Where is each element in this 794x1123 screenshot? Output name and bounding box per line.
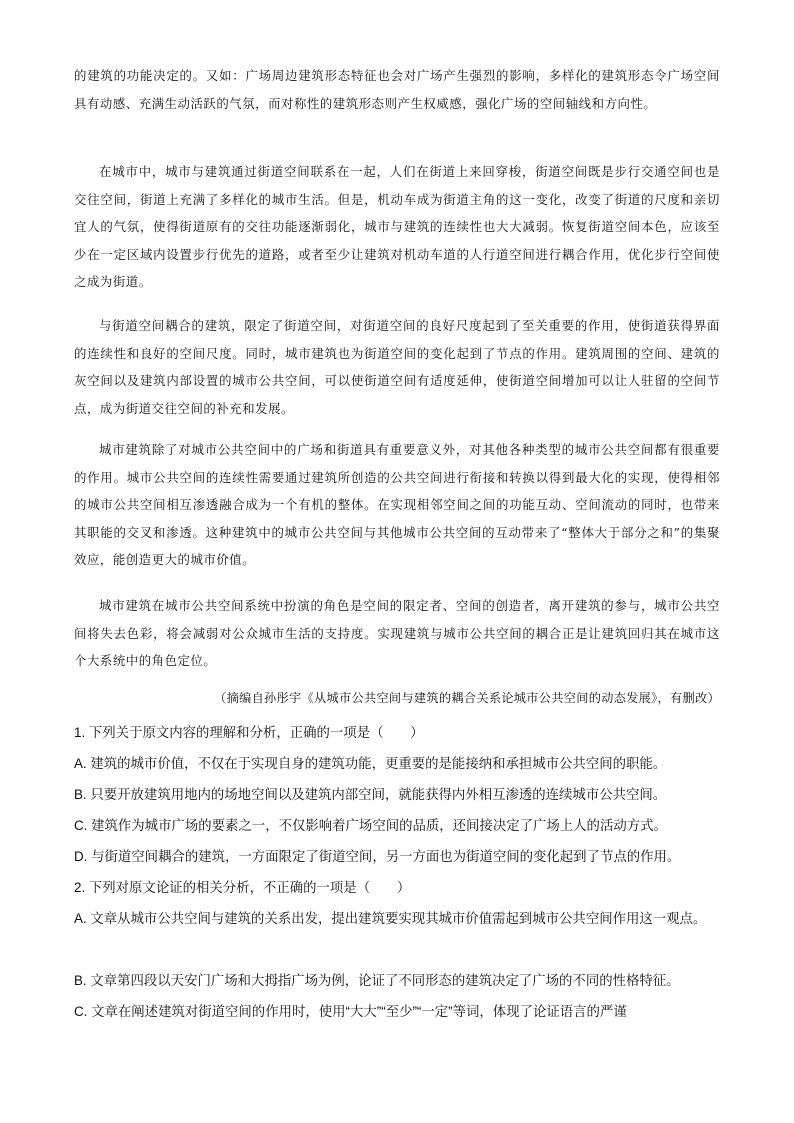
passage-paragraph-1: 的建筑的功能决定的。又如：广场周边建筑形态特征也会对广场产生强烈的影响，多样化的建筑形态令广场空间具有动感、充满生动活跃的气氛，而对称性的建筑形态则产生权威感，强化广场的空间轴线和方向性。 [74, 68, 720, 111]
question-1-stem: 1. 下列关于原文内容的理解和分析，正确的一项是（ ） [74, 725, 424, 740]
question-2-option-c: C. 文章在阐述建筑对街道空间的作用时，使用“大大”“至少”“一定”等词，体现了论证语言的严谨 [74, 1004, 627, 1019]
question-2-option-a: A. 文章从城市公共空间与建筑的关系出发，提出建筑要实现其城市价值需起到城市公共空间作用这一观点。 [74, 911, 707, 926]
passage-paragraph-4: 城市建筑除了对城市公共空间中的广场和街道具有重要意义外，对其他各种类型的城市公共空间都有很重要的作用。城市公共空间的连续性需要通过建筑所创造的公共空间进行衔接和转换以得到最大化的实现，使得相邻的城市公共空间相互渗透融合成为一个有机的整体。在实现相邻空间之间的功能互动、空间流动的同时，也带来其职能的交叉和渗透。这种建筑中的城市公共空间与其他城市公共空间的互动带来了“整体大于部分之和”的集聚效应，能创造更大的城市价值。 [74, 442, 720, 568]
question-1-option-b: B. 只要开放建筑用地内的场地空间以及建筑内部空间，就能获得内外相互渗透的连续城市公共空间。 [74, 787, 667, 802]
passage-paragraph-5: 城市建筑在城市公共空间系统中扮演的角色是空间的限定者、空间的创造者，离开建筑的参与，城市公共空间将失去色彩，将会减弱对公众城市生活的支持度。实现建筑与城市公共空间的耦合正是让建筑回归其在城市这个大系统中的角色定位。 [74, 598, 720, 669]
question-1-option-a: A. 建筑的城市价值，不仅在于实现自身的建筑功能，更重要的是能接纳和承担城市公共空间的职能。 [74, 756, 667, 771]
passage-paragraph-2: 在城市中，城市与建筑通过街道空间联系在一起，人们在街道上来回穿梭，街道空间既是步行交通空间也是交往空间，街道上充满了多样化的城市生活。但是，机动车成为街道主角的这一变化，改变了街道的尺度和亲切宜人的气氛，使得街道原有的交往功能逐渐弱化，城市与建筑的连续性也大大减弱。恢复街道空间本色，应该至少在一定区域内设置步行优先的道路，或者至少让建筑对机动车道的人行道空间进行耦合作用，优化步行空间使之成为街道。 [74, 164, 720, 290]
passage-paragraph-3: 与街道空间耦合的建筑，限定了街道空间，对街道空间的良好尺度起到了至关重要的作用，使街道获得界面的连续性和良好的空间尺度。同时，城市建筑也为街道空间的变化起到了节点的作用。建筑周围的空间、建筑的灰空间以及建筑内部设置的城市公共空间，可以使街道空间有适度延伸，使街道空间增加可以让人驻留的空间节点，成为街道交往空间的补充和发展。 [74, 318, 720, 416]
passage-source-citation: （摘编自孙彤宇《从城市公共空间与建筑的耦合关系论城市公共空间的动态发展》，有删改） [214, 691, 720, 705]
question-1-option-c: C. 建筑作为城市广场的要素之一，不仅影响着广场空间的品质，还间接决定了广场上人的活动方式。 [74, 818, 667, 833]
question-1-option-d: D. 与街道空间耦合的建筑，一方面限定了街道空间，另一方面也为街道空间的变化起到了节点的作用。 [74, 849, 681, 864]
question-2-stem: 2. 下列对原文论证的相关分析，不正确的一项是（ ） [74, 880, 411, 895]
question-2-option-b: B. 文章第四段以天安门广场和大拇指广场为例，论证了不同形态的建筑决定了广场的不同的性格特征。 [74, 973, 680, 988]
